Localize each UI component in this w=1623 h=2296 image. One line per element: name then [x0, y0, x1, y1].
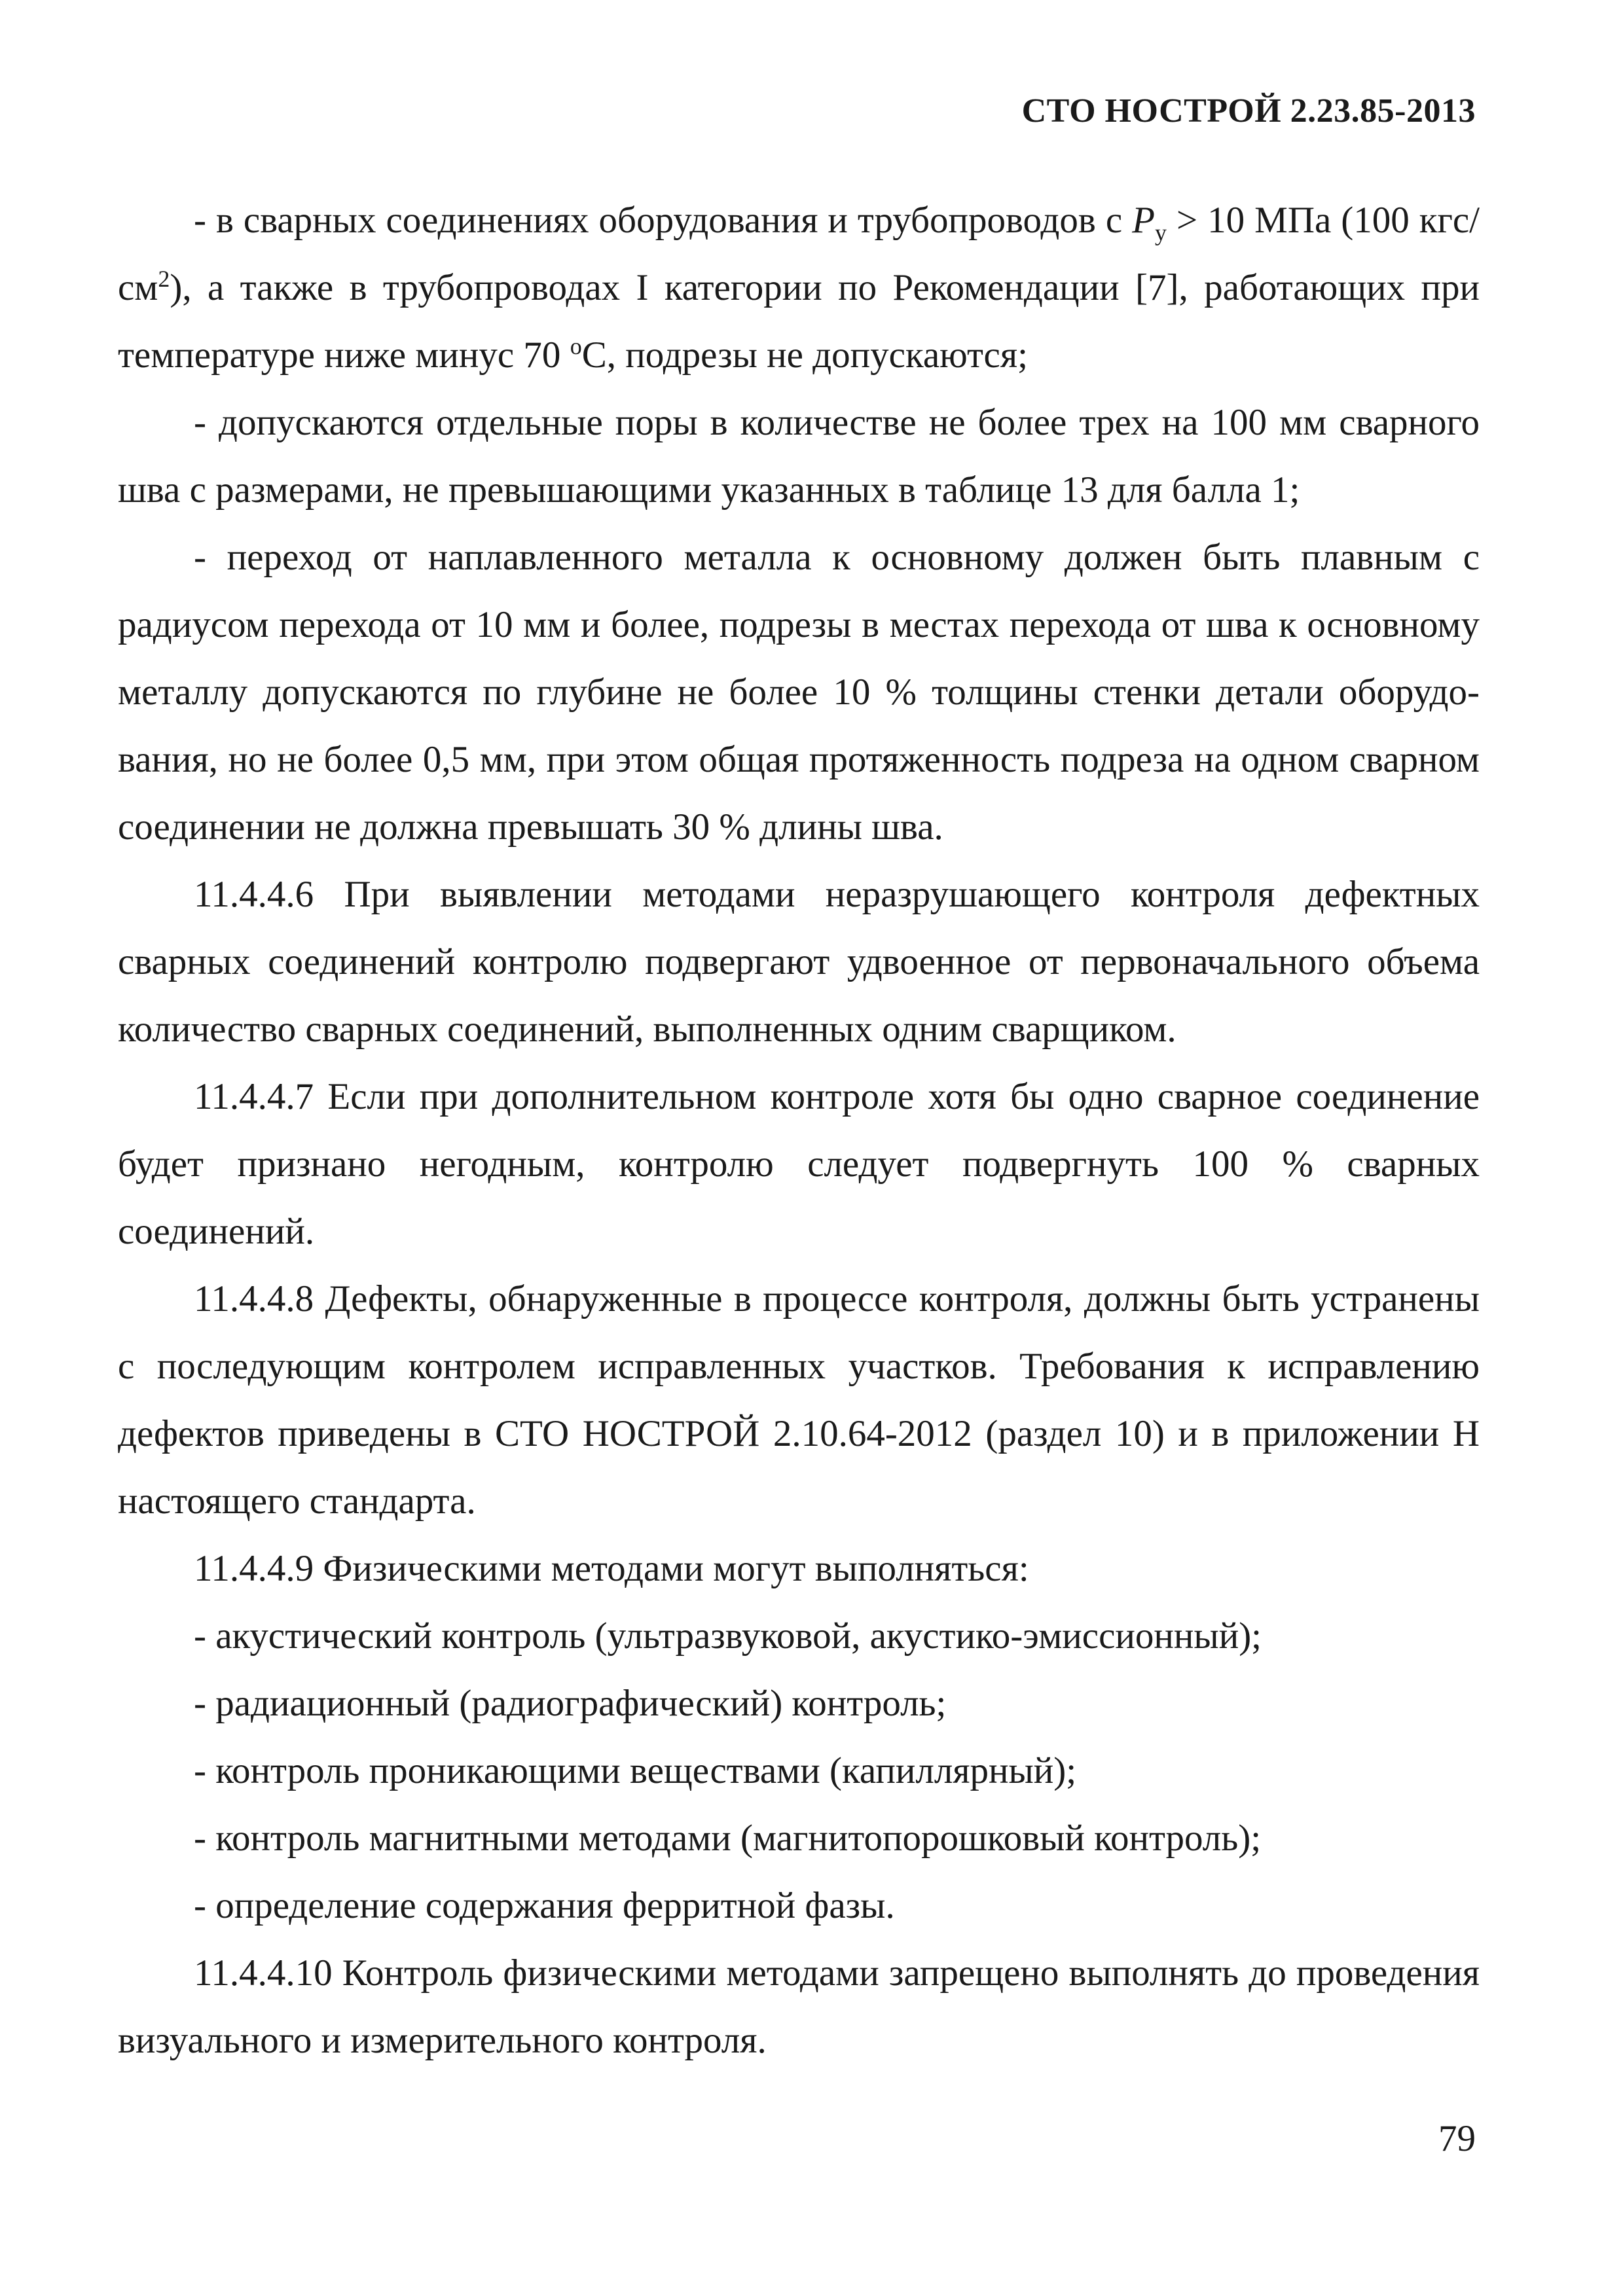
list-item-radiation: - радиационный (радиографический) контроль; [194, 1683, 947, 1724]
paragraph-undercut-requirements [118, 187, 1480, 389]
paragraph-11-4-4-9: 11.4.4.9 Физическими методами могут выполняться: [194, 1548, 1029, 1589]
paragraph-transition: - переход от наплавленного металла к основному должен быть плавным с радиусом перехода от 10 мм и более, подрезы в местах перехода от шва к основному металлу допускаются по глубине не более 10 % толщины стенки детали оборудования, но не более 0,5 мм, при этом общая протяженность подреза на одном сварном соединении не должна превышать 30 % длины шва. [118, 537, 1480, 848]
paragraph-11-4-4-10: 11.4.4.10 Контроль физическими методами запрещено выполнять до проведения визуального и измерительного контроля. [118, 1952, 1480, 2061]
text-segment: С, подрезы не допускаются; [581, 334, 1028, 376]
paragraph-pores: - допускаются отдельные поры в количестве не более трех на 100 мм сварного шва с размерами, не превышающими указанных в таблице 13 для балла 1; [118, 402, 1480, 511]
list-item-acoustic: - акустический контроль (ультразвуковой, акустико-эмиссионный); [194, 1615, 1262, 1657]
unit-superscript: 2 [158, 266, 170, 292]
page-number: 79 [1438, 2118, 1476, 2159]
pressure-symbol: P [1132, 200, 1155, 241]
paragraph-11-4-4-6: 11.4.4.6 При выявлении методами неразрушающего контроля дефектных сварных соединений контролю подвергают удвоенное от первоначального объема количество сварных соединений, выполненных одним сварщиком. [118, 874, 1480, 1050]
paragraph-11-4-4-7: 11.4.4.7 Если при дополнительном контроле хотя бы одно сварное соединение будет признано негодным, контролю следует подвергнуть 100 % сварных соединений. [118, 1076, 1480, 1252]
document-body [118, 187, 1480, 2074]
text-segment: - в сварных соединениях оборудования и трубопроводов с [194, 200, 1133, 241]
degree-superscript: o [570, 333, 582, 359]
pressure-subscript: y [1154, 219, 1167, 246]
text-segment: ), а также в трубопроводах I категории по Рекомендации [7], работающих при температуре ниже минус 70 [118, 267, 1480, 376]
list-item-penetrant: - контроль проникающими веществами (капиллярный); [194, 1750, 1077, 1791]
paragraph-11-4-4-8: 11.4.4.8 Дефекты, обнаруженные в процессе контроля, должны быть устранены с последующим контролем исправленных участков. Требования к исправлению дефектов приведены в СТО НОСТРОЙ 2.10.64-2012 (раздел 10) и в приложении Н настоящего стандарта. [118, 1278, 1480, 1522]
text-segment: > 10 МПа (100 кгс/см [118, 200, 1480, 308]
list-item-magnetic: - контроль магнитными методами (магнитопорошковый контроль); [194, 1818, 1262, 1859]
document-code-header: СТО НОСТРОЙ 2.23.85-2013 [1021, 92, 1476, 130]
list-item-ferrite: - определение содержания ферритной фазы. [194, 1885, 895, 1926]
